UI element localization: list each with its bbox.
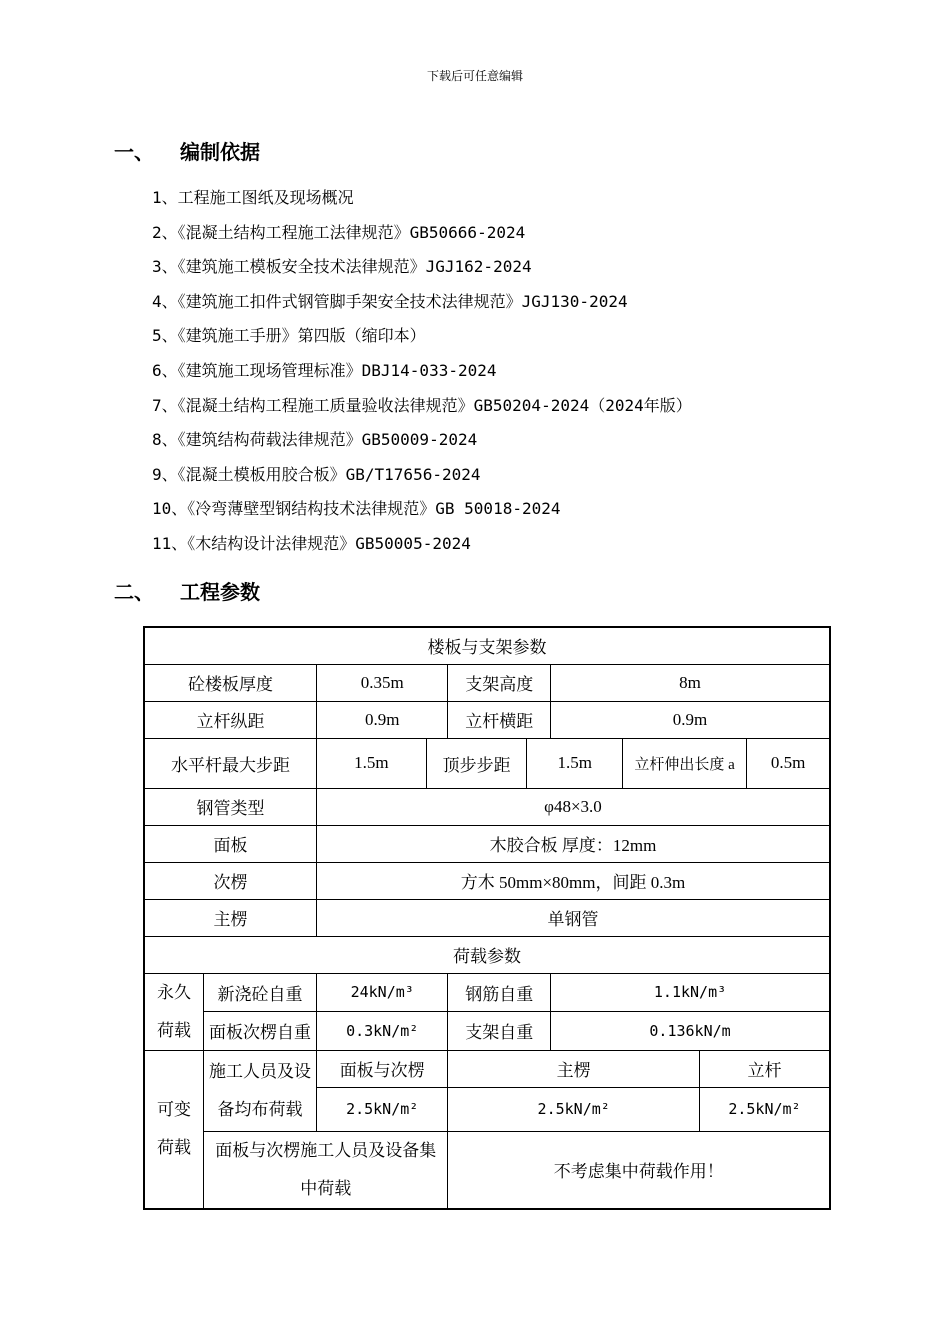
- table-row: [144, 862, 830, 899]
- table-cell: 0.5m: [747, 738, 830, 788]
- table-cell: 支架自重: [448, 1012, 551, 1051]
- table-cell: 可变荷载: [144, 1050, 204, 1209]
- list-item: 2、《混凝土结构工程施工法律规范》GB50666-2024: [152, 222, 526, 242]
- table-cell: 不考虑集中荷载作用！: [448, 1131, 830, 1209]
- list-item: 7、《混凝土结构工程施工质量验收法律规范》GB50204-2024（2024年版）: [152, 395, 692, 415]
- table-cell: 主楞: [448, 1050, 700, 1087]
- table-cell: 2.5kN/m²: [448, 1087, 700, 1131]
- table-cell: 支架高度: [448, 664, 551, 701]
- table-row: [144, 1050, 830, 1087]
- table-cell: 面板次楞自重: [204, 1012, 317, 1051]
- list-item: 11、《木结构设计法律规范》GB50005-2024: [152, 533, 471, 553]
- table-row: [144, 664, 830, 701]
- table-cell: 0.9m: [551, 701, 830, 738]
- list-item: 1、工程施工图纸及现场概况: [152, 188, 354, 207]
- table-cell: 立杆横距: [448, 701, 551, 738]
- table-cell: 1.5m: [316, 738, 426, 788]
- table-cell: 钢管类型: [144, 788, 316, 825]
- table-cell: 24kN/m³: [316, 973, 447, 1012]
- list-item: 3、《建筑施工模板安全技术法律规范》JGJ162-2024: [152, 257, 532, 277]
- table-cell: 立杆纵距: [144, 701, 316, 738]
- list-item: 6、《建筑施工现场管理标准》DBJ14-033-2024: [152, 360, 497, 380]
- section-heading: 编制依据: [180, 140, 260, 164]
- table-row: [144, 936, 830, 973]
- list-item: 10、《冷弯薄壁型钢结构技术法律规范》GB 50018-2024: [152, 499, 561, 519]
- table-row: [144, 701, 830, 738]
- table-cell: 水平杆最大步距: [144, 738, 316, 788]
- section-heading: 工程参数: [180, 580, 260, 604]
- table-cell: 钢筋自重: [448, 973, 551, 1012]
- table-cell: 0.136kN/m: [551, 1012, 830, 1051]
- table-cell: 0.3kN/m²: [316, 1012, 447, 1051]
- table-row: [144, 899, 830, 936]
- table-cell: 永久荷载: [144, 973, 204, 1050]
- table-row: [144, 788, 830, 825]
- table-cell: 顶步步距: [426, 738, 527, 788]
- table-cell: 2.5kN/m²: [316, 1087, 447, 1131]
- list-item: 4、《建筑施工扣件式钢管脚手架安全技术法律规范》JGJ130-2024: [152, 291, 628, 311]
- table-cell: 施工人员及设备均布荷载: [204, 1050, 317, 1131]
- table-cell: 2.5kN/m²: [699, 1087, 830, 1131]
- table-cell: 面板与次楞: [316, 1050, 447, 1087]
- table-cell: 0.9m: [316, 701, 447, 738]
- table-cell: φ48×3.0: [316, 788, 830, 825]
- table-header-load: 荷载参数: [144, 936, 830, 973]
- header-note: 下载后可任意编辑: [426, 69, 523, 83]
- table-cell: 方木 50mm×80mm，间距 0.3m: [316, 862, 830, 899]
- table-row: [144, 1012, 830, 1051]
- table-cell: 主楞: [144, 899, 316, 936]
- section-title-params: [114, 576, 260, 605]
- list-item: 8、《建筑结构荷载法律规范》GB50009-2024: [152, 430, 478, 450]
- section-number: 一、: [114, 140, 154, 164]
- table-row: [144, 825, 830, 862]
- table-row: [144, 627, 830, 664]
- table-cell: 1.1kN/m³: [551, 973, 830, 1012]
- list-item: 5、《建筑施工手册》第四版（缩印本）: [152, 326, 426, 346]
- section-title-basis: [114, 136, 260, 165]
- table-cell: 面板与次楞施工人员及设备集中荷载: [204, 1131, 448, 1209]
- table-cell: 0.35m: [316, 664, 447, 701]
- table-cell: 砼楼板厚度: [144, 664, 316, 701]
- table-cell: 1.5m: [527, 738, 622, 788]
- parameter-table: [143, 626, 831, 1210]
- reference-list: [152, 184, 692, 565]
- table-cell: 木胶合板 厚度：12mm: [316, 825, 830, 862]
- table-cell: 8m: [551, 664, 830, 701]
- table-cell: 立杆伸出长度 a: [622, 738, 746, 788]
- table-row: [144, 738, 830, 788]
- list-item: 9、《混凝土模板用胶合板》GB/T17656-2024: [152, 464, 481, 484]
- table-cell: 新浇砼自重: [204, 973, 317, 1012]
- table-cell: 单钢管: [316, 899, 830, 936]
- table-cell: 次楞: [144, 862, 316, 899]
- table-cell: 面板: [144, 825, 316, 862]
- table-header-slab: 楼板与支架参数: [144, 627, 830, 664]
- table-row: [144, 973, 830, 1012]
- table-cell: 立杆: [699, 1050, 830, 1087]
- section-number: 二、: [114, 580, 154, 604]
- table-row: [144, 1131, 830, 1209]
